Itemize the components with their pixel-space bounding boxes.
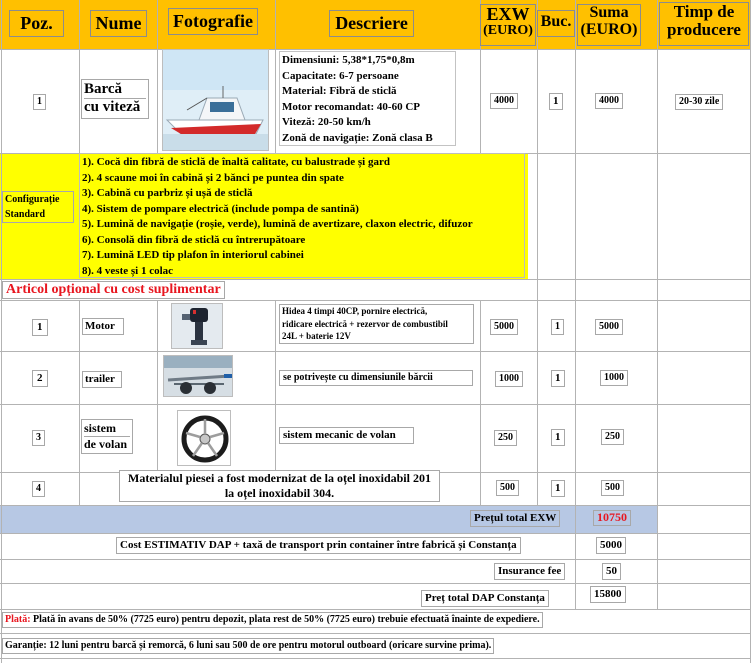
dap-cost-label: Cost ESTIMATIV DAP + taxă de transport prin container între fabrică și Constanța <box>116 537 521 554</box>
optional-2-pos: 2 <box>32 370 48 387</box>
optional-2-description: se potrivește cu dimensiunile bărcii <box>279 370 473 386</box>
standard-config-label-1: Configurație <box>5 194 60 205</box>
header-exw-label: EXW <box>486 4 530 24</box>
payment-terms <box>2 612 543 628</box>
outboard-motor-photo-svg <box>172 304 223 349</box>
spec-speed: Viteză: 20-50 km/h <box>282 116 371 128</box>
optional-2-name: trailer <box>82 371 122 388</box>
header-sum-unit: (EURO) <box>580 20 638 38</box>
main-item-name-2: cu viteză <box>84 98 146 116</box>
dap-total-label: Preț total DAP Constanța <box>421 590 549 607</box>
header-name: Nume <box>90 10 147 37</box>
main-item-name <box>81 79 149 119</box>
header-lead-time <box>659 2 749 46</box>
total-exw-value: 10750 <box>593 510 631 526</box>
optional-4-sum: 500 <box>601 480 624 496</box>
dap-total-value: 15800 <box>590 586 626 603</box>
optional-1-description <box>279 304 474 344</box>
boat-trailer-photo-svg <box>164 356 233 397</box>
optional-items-title: Articol opțional cu cost suplimentar <box>2 281 225 299</box>
optional-4-pos: 4 <box>32 481 45 497</box>
standard-config-label-2: Standard <box>5 209 46 220</box>
optional-1-qty: 1 <box>551 319 564 335</box>
spec-motor: Motor recomandat: 40-60 CP <box>282 100 420 113</box>
main-item-lead-time: 20-30 zile <box>675 94 723 110</box>
standard-config-item: 8). 4 veste și 1 colac <box>82 264 174 277</box>
optional-4-qty: 1 <box>551 480 565 497</box>
standard-config-item: 3). Cabină cu parbriz și ușă de sticlă <box>82 187 253 199</box>
optional-3-qty: 1 <box>551 429 565 446</box>
steering-wheel-photo <box>177 410 231 466</box>
payment-label: Plată: <box>5 614 31 625</box>
main-item-pos: 1 <box>33 94 46 110</box>
header-exw <box>480 4 536 46</box>
main-item-exw: 4000 <box>490 93 518 109</box>
total-exw-label: Prețul total EXW <box>470 510 560 527</box>
header-sum <box>577 4 641 46</box>
header-qty: Buc. <box>537 10 575 37</box>
insurance-value: 50 <box>602 563 621 580</box>
optional-1-sum: 5000 <box>595 319 623 335</box>
optional-1-description-1: Hidea 4 timpi 40CP, pornire electrică, <box>282 306 428 316</box>
optional-3-description: sistem mecanic de volan <box>279 427 414 444</box>
optional-3-pos: 3 <box>32 430 45 446</box>
optional-1-name: Motor <box>82 318 124 335</box>
standard-config-label <box>2 191 74 223</box>
optional-1-description-3: 24L + baterie 12V <box>282 331 351 341</box>
spec-zone: Zonă de navigație: Zonă clasa B <box>282 131 433 144</box>
optional-3-sum: 250 <box>601 429 624 445</box>
standard-config-item: 1). Cocă din fibră de sticlă de înaltă calitate, cu balustrade și gard <box>82 156 390 168</box>
header-photo: Fotografie <box>168 8 258 35</box>
header-lead-time-2: producere <box>667 19 741 39</box>
main-item-sum: 4000 <box>595 93 623 109</box>
optional-4-description-1: Materialul piesei a fost modernizat de la oțel inoxidabil 201 <box>128 471 431 485</box>
steering-wheel-photo-svg <box>178 411 231 466</box>
standard-config-item: 7). Lumină LED tip plafon în interiorul cabinei <box>82 249 304 261</box>
insurance-label: Insurance fee <box>494 563 565 580</box>
header-description: Descriere <box>329 10 414 37</box>
optional-1-description-2: ridicare electrică + rezervor de combustibil <box>282 318 448 329</box>
optional-2-sum: 1000 <box>600 370 628 386</box>
optional-2-qty: 1 <box>551 370 565 387</box>
optional-4-description-2: la oțel inoxidabil 304. <box>224 486 335 500</box>
spec-dimensions: Dimensiuni: 5,38*1,75*0,8m <box>282 54 415 66</box>
optional-3-name-2: de volan <box>84 436 130 452</box>
optional-3-exw: 250 <box>494 430 517 446</box>
standard-config-item: 2). 4 scaune moi în cabină și 2 bănci pe puntea din spate <box>82 171 344 184</box>
boat-photo-svg <box>163 50 269 151</box>
optional-4-description <box>119 470 440 502</box>
payment-text: Plată în avans de 50% (7725 euro) pentru depozit, plata rest de 50% (7725 euro) trebuie efectuată înainte de expediere. <box>33 614 540 625</box>
main-item-specs <box>279 51 456 146</box>
dap-cost-value: 5000 <box>596 537 626 554</box>
optional-3-name <box>81 419 133 454</box>
header-exw-unit: (EURO) <box>483 22 533 38</box>
optional-1-pos: 1 <box>32 319 48 336</box>
standard-config-item: 4). Sistem de pompare electrică (include pompa de santină) <box>82 202 359 215</box>
optional-3-name-1: sistem <box>84 421 116 435</box>
outboard-motor-photo <box>171 303 223 349</box>
optional-1-exw: 5000 <box>490 319 518 335</box>
main-item-qty: 1 <box>549 93 563 110</box>
boat-photo <box>162 49 269 151</box>
header-lead-time-1: Timp de <box>673 2 735 21</box>
main-item-name-1: Barcă <box>84 81 123 97</box>
spec-capacity: Capacitate: 6-7 persoane <box>282 69 399 82</box>
boat-trailer-photo <box>163 355 233 397</box>
standard-config-list <box>79 153 525 278</box>
standard-config-item: 5). Lumină de navigație (roșie, verde), lumină de avertizare, claxon electric, difuzor <box>82 218 473 230</box>
optional-2-exw: 1000 <box>495 371 523 387</box>
standard-config-item: 6). Consolă din fibră de sticlă cu întrerupătoare <box>82 233 306 246</box>
header-pos: Poz. <box>9 10 64 37</box>
optional-4-exw: 500 <box>496 480 519 496</box>
spec-material: Material: Fibră de sticlă <box>282 85 397 97</box>
warranty-terms: Garanție: 12 luni pentru barcă și remorcă, 6 luni sau 500 de ore pentru motorul outboard (oricare survine prima). <box>2 638 494 654</box>
header-sum-label: Suma <box>589 4 629 21</box>
